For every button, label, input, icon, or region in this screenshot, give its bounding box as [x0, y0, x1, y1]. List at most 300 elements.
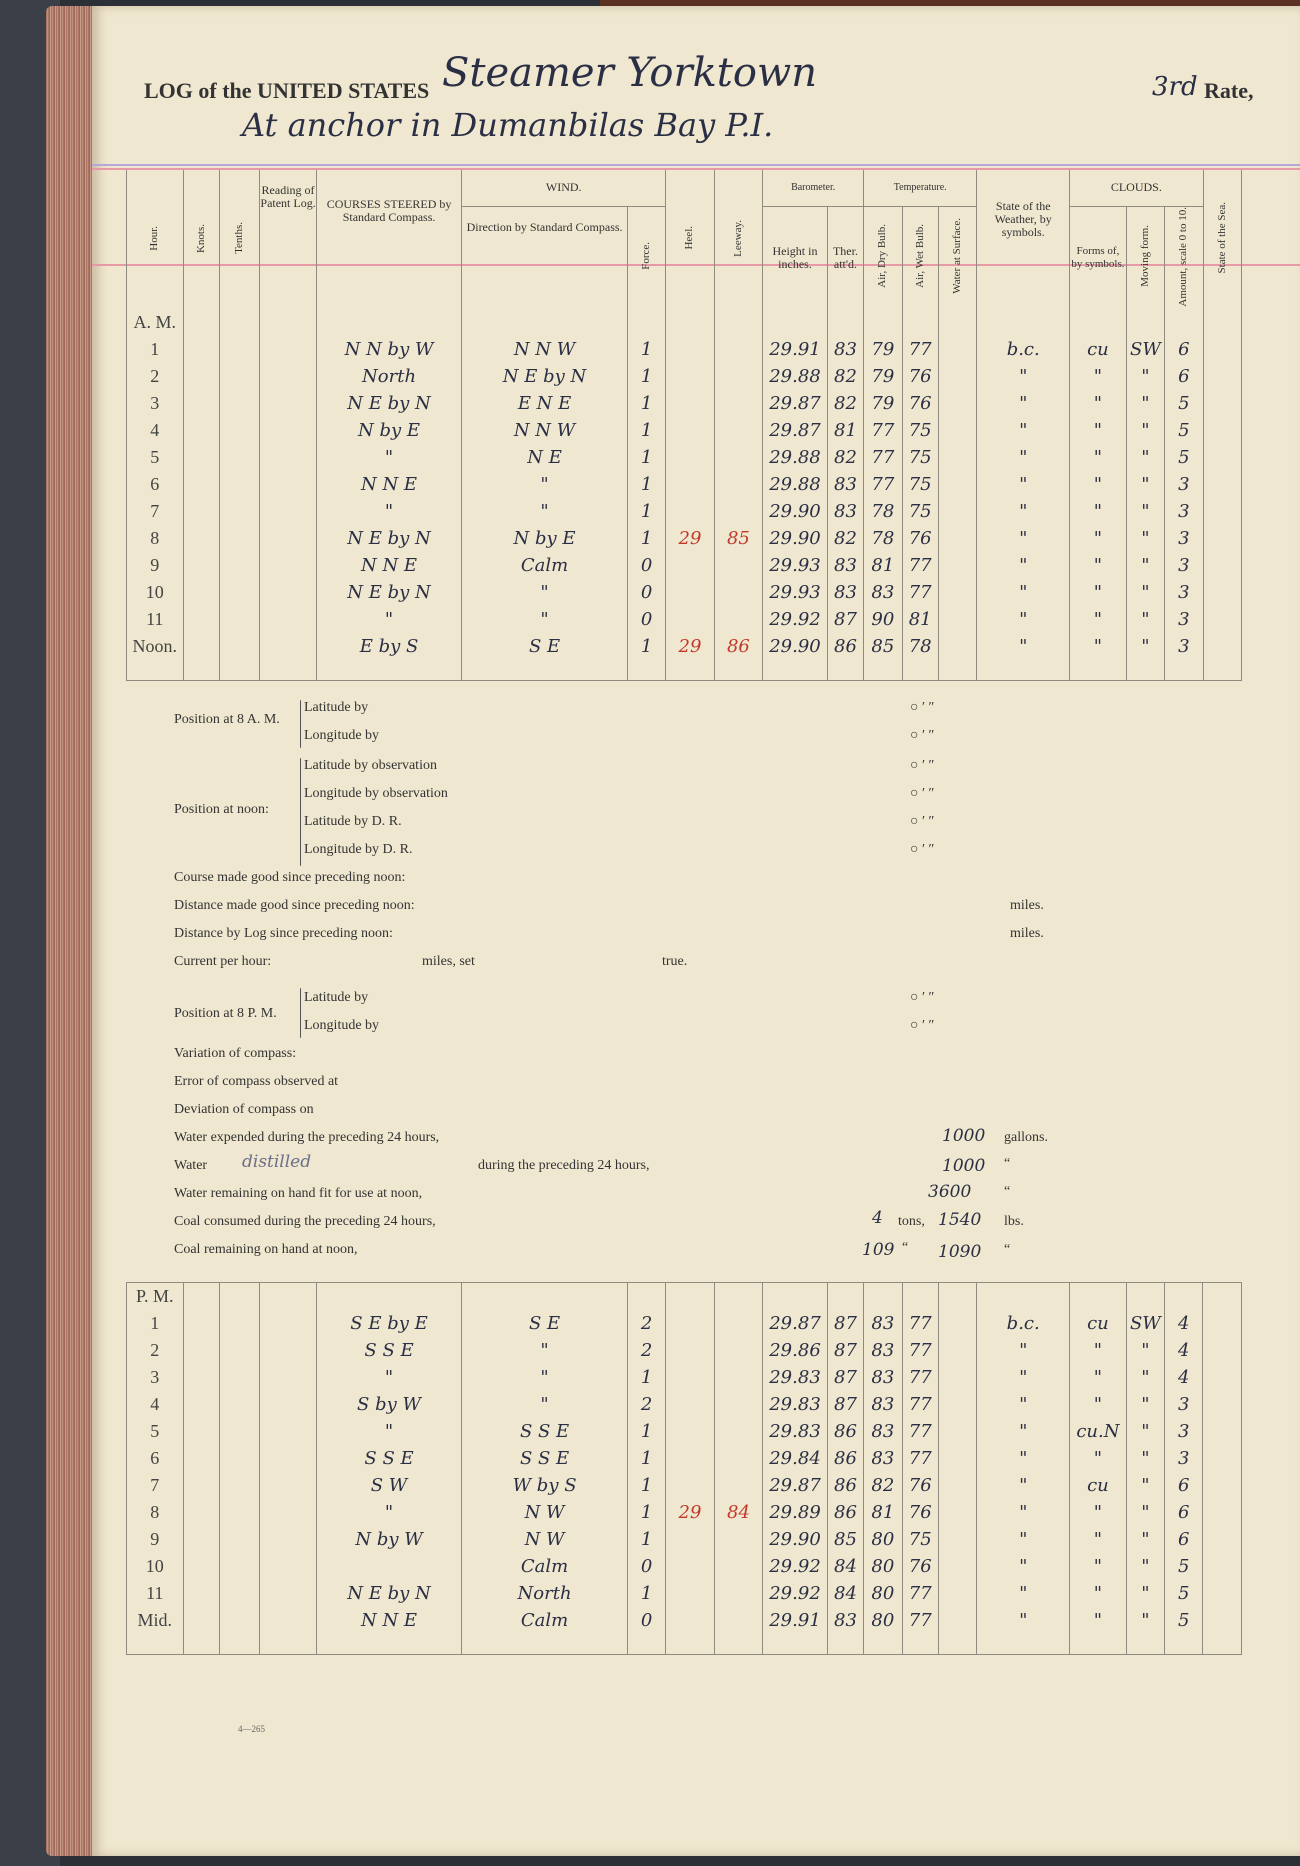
empty-cell	[183, 336, 219, 363]
leeway-cell	[714, 390, 762, 417]
deviation-label: Deviation of compass on	[174, 1102, 314, 1117]
dry-cell: 77	[864, 471, 902, 498]
forms-cell: "	[1070, 1445, 1127, 1472]
weather-cell: "	[977, 1364, 1070, 1391]
moving-cell: SW	[1126, 336, 1164, 363]
baro-cell: 29.93	[763, 579, 828, 606]
forms-cell: "	[1070, 552, 1127, 579]
heel-cell	[666, 498, 714, 525]
course-cell: N E by N	[316, 525, 461, 552]
heel-cell	[666, 579, 714, 606]
cell	[627, 309, 665, 336]
course-cell: N E by N	[316, 1580, 461, 1607]
empty-cell	[183, 1526, 219, 1553]
dry-cell: 90	[864, 606, 902, 633]
course-cell: North	[316, 363, 461, 390]
course-cell: "	[316, 1499, 461, 1526]
forms-cell: "	[1070, 606, 1127, 633]
pos-8pm-lat: Latitude by	[304, 990, 369, 1005]
wind-cell: "	[462, 1391, 628, 1418]
rate-label: Rate,	[1204, 78, 1254, 103]
pos-noon-lat-dr: Latitude by D. R.	[304, 814, 402, 829]
empty-cell	[260, 552, 317, 579]
wet-cell: 75	[902, 498, 938, 525]
leeway-cell: 85	[714, 525, 762, 552]
cell	[864, 309, 902, 336]
col-height: Height in inches.	[763, 206, 828, 309]
empty-cell	[183, 1445, 219, 1472]
baro-cell: 29.87	[763, 417, 828, 444]
hour-cell: 4	[127, 1391, 184, 1418]
cell	[666, 1283, 714, 1311]
force-cell: 1	[627, 525, 665, 552]
cell	[183, 660, 219, 681]
course-cell: N E by N	[316, 579, 461, 606]
empty-cell	[260, 1364, 317, 1391]
amount-cell: 6	[1165, 1499, 1203, 1526]
col-barometer: Barometer.	[763, 170, 864, 206]
amount-cell: 3	[1165, 1445, 1203, 1472]
am-period-label: A. M.	[127, 309, 184, 336]
course-cell: N N by W	[316, 336, 461, 363]
empty-cell	[260, 1337, 317, 1364]
amount-cell: 5	[1165, 1580, 1203, 1607]
cell	[627, 1634, 665, 1655]
leeway-cell	[714, 606, 762, 633]
forms-cell: "	[1070, 498, 1127, 525]
empty-cell	[1203, 498, 1242, 525]
empty-cell	[183, 417, 219, 444]
cell	[864, 660, 902, 681]
ther-cell: 87	[827, 606, 863, 633]
deg-noon-2: ○ ′ ″	[910, 786, 935, 801]
miles-1: miles.	[1010, 898, 1044, 913]
wet-cell: 76	[902, 525, 938, 552]
table-row	[127, 498, 1242, 525]
empty-cell	[938, 1391, 976, 1418]
coal-remaining-tons: 109	[862, 1240, 895, 1260]
cell	[627, 1283, 665, 1311]
cell	[763, 309, 828, 336]
leeway-cell	[714, 1337, 762, 1364]
empty-cell	[938, 1445, 976, 1472]
empty-cell	[183, 579, 219, 606]
forms-cell: "	[1070, 1364, 1127, 1391]
empty-cell	[183, 1472, 219, 1499]
cell	[666, 309, 714, 336]
brace-8am	[300, 700, 301, 748]
moving-cell: "	[1126, 363, 1164, 390]
am-log-table	[126, 170, 1242, 681]
wet-cell: 81	[902, 606, 938, 633]
col-wind-dir: Direction by Standard Compass.	[462, 206, 628, 309]
ther-cell: 83	[827, 498, 863, 525]
wind-cell: N E	[462, 444, 628, 471]
baro-cell: 29.90	[763, 633, 828, 660]
cell	[763, 1283, 828, 1311]
empty-cell	[938, 498, 976, 525]
pos-8pm-lon: Longitude by	[304, 1018, 380, 1033]
force-cell: 2	[627, 1391, 665, 1418]
forms-cell: "	[1070, 1553, 1127, 1580]
baro-cell: 29.92	[763, 1580, 828, 1607]
cell	[1165, 1283, 1203, 1311]
pos-noon-label: Position at noon:	[174, 802, 269, 817]
leeway-cell	[714, 552, 762, 579]
water-expended-label: Water expended during the preceding 24 hours,	[174, 1130, 440, 1145]
empty-cell	[938, 552, 976, 579]
empty-cell	[938, 633, 976, 660]
dry-cell: 79	[864, 336, 902, 363]
cell	[977, 1283, 1070, 1311]
empty-cell	[260, 417, 317, 444]
dry-cell: 83	[864, 579, 902, 606]
empty-cell	[183, 444, 219, 471]
col-air-wet: Air, Wet Bulb.	[913, 224, 926, 289]
table-row	[127, 1337, 1242, 1364]
weather-cell: "	[977, 1445, 1070, 1472]
col-forms: Forms of, by symbols.	[1070, 206, 1127, 309]
amount-cell: 4	[1165, 1364, 1203, 1391]
col-patent-log: Reading of Patent Log.	[260, 170, 317, 309]
moving-cell: "	[1126, 1553, 1164, 1580]
wet-cell: 77	[902, 1391, 938, 1418]
heel-cell: 29	[666, 633, 714, 660]
leeway-cell	[714, 1607, 762, 1634]
empty-cell	[219, 1391, 259, 1418]
dry-cell: 83	[864, 1337, 902, 1364]
heel-cell	[666, 1607, 714, 1634]
moving-cell: "	[1126, 1337, 1164, 1364]
deg-8pm-lon: ○ ′ ″	[910, 1018, 935, 1033]
course-cell	[316, 1553, 461, 1580]
ther-cell: 81	[827, 417, 863, 444]
empty-cell	[183, 1580, 219, 1607]
leeway-cell	[714, 471, 762, 498]
table-row	[127, 336, 1242, 363]
heel-cell	[666, 552, 714, 579]
empty-cell	[938, 579, 976, 606]
wind-cell: S E	[462, 1310, 628, 1337]
table-row	[127, 444, 1242, 471]
coal-consumed-tons: 4	[872, 1208, 883, 1228]
pos-8am-lon: Longitude by	[304, 728, 380, 743]
weather-cell: "	[977, 525, 1070, 552]
weather-cell: b.c.	[977, 1310, 1070, 1337]
empty-cell	[260, 363, 317, 390]
baro-cell: 29.92	[763, 606, 828, 633]
empty-cell	[938, 417, 976, 444]
forms-cell: cu	[1070, 336, 1127, 363]
cell	[1165, 1634, 1203, 1655]
moving-cell: "	[1126, 606, 1164, 633]
heel-cell	[666, 471, 714, 498]
baro-cell: 29.83	[763, 1418, 828, 1445]
empty-cell	[1203, 1472, 1242, 1499]
empty-cell	[260, 1391, 317, 1418]
moving-cell: "	[1126, 1580, 1164, 1607]
course-cell: S S E	[316, 1445, 461, 1472]
empty-cell	[260, 1607, 317, 1634]
heel-cell	[666, 1445, 714, 1472]
col-force: Force.	[640, 242, 653, 271]
dry-cell: 78	[864, 525, 902, 552]
cell	[827, 309, 863, 336]
course-cell: N N E	[316, 471, 461, 498]
empty-cell	[219, 552, 259, 579]
amount-cell: 5	[1165, 417, 1203, 444]
cell	[714, 1283, 762, 1311]
leeway-cell	[714, 1445, 762, 1472]
wind-cell: "	[462, 1337, 628, 1364]
hour-cell: 3	[127, 1364, 184, 1391]
baro-cell: 29.92	[763, 1553, 828, 1580]
forms-cell: "	[1070, 1580, 1127, 1607]
empty-cell	[260, 1499, 317, 1526]
coal-remaining-lbs: 1090	[938, 1242, 982, 1262]
true-label: true.	[662, 954, 688, 969]
leeway-cell	[714, 1472, 762, 1499]
cell	[1126, 660, 1164, 681]
col-leeway: Leeway.	[731, 219, 744, 257]
hour-cell: 8	[127, 1499, 184, 1526]
forms-cell: "	[1070, 444, 1127, 471]
wind-cell: Calm	[462, 1607, 628, 1634]
moving-cell: SW	[1126, 1310, 1164, 1337]
force-cell: 1	[627, 1499, 665, 1526]
table-row	[127, 1580, 1242, 1607]
forms-cell: cu	[1070, 1472, 1127, 1499]
moving-cell: "	[1126, 1391, 1164, 1418]
cell	[183, 1283, 219, 1311]
dry-cell: 81	[864, 552, 902, 579]
col-moving: Moving form.	[1138, 225, 1151, 288]
amount-cell: 3	[1165, 633, 1203, 660]
hour-cell: 6	[127, 471, 184, 498]
cell	[1203, 660, 1242, 681]
amount-cell: 3	[1165, 471, 1203, 498]
force-cell: 1	[627, 1418, 665, 1445]
pos-8am-lat: Latitude by	[304, 700, 369, 715]
empty-cell	[938, 525, 976, 552]
moving-cell: "	[1126, 633, 1164, 660]
cell	[1070, 1634, 1127, 1655]
course-cell: N N E	[316, 552, 461, 579]
table-row	[127, 1418, 1242, 1445]
cell	[714, 660, 762, 681]
moving-cell: "	[1126, 498, 1164, 525]
ther-cell: 82	[827, 444, 863, 471]
force-cell: 1	[627, 390, 665, 417]
cell	[763, 660, 828, 681]
empty-cell	[183, 1310, 219, 1337]
hour-cell: 2	[127, 1337, 184, 1364]
empty-cell	[938, 1526, 976, 1553]
empty-cell	[260, 336, 317, 363]
empty-cell	[260, 471, 317, 498]
amount-cell: 3	[1165, 552, 1203, 579]
wet-cell: 75	[902, 444, 938, 471]
heel-cell	[666, 390, 714, 417]
force-cell: 1	[627, 417, 665, 444]
wet-cell: 77	[902, 1337, 938, 1364]
hour-cell: 9	[127, 1526, 184, 1553]
cell	[627, 660, 665, 681]
wet-cell: 76	[902, 1472, 938, 1499]
force-cell: 0	[627, 552, 665, 579]
moving-cell: "	[1126, 1607, 1164, 1634]
baro-cell: 29.83	[763, 1391, 828, 1418]
col-knots: Knots.	[194, 223, 207, 253]
ther-cell: 86	[827, 1499, 863, 1526]
table-row	[127, 1364, 1242, 1391]
dry-cell: 80	[864, 1607, 902, 1634]
forms-cell: "	[1070, 633, 1127, 660]
empty-cell	[183, 1418, 219, 1445]
forms-cell: cu.N	[1070, 1418, 1127, 1445]
empty-cell	[219, 1364, 259, 1391]
ther-cell: 83	[827, 336, 863, 363]
leeway-cell: 84	[714, 1499, 762, 1526]
leeway-cell	[714, 1580, 762, 1607]
hour-cell: 1	[127, 336, 184, 363]
wet-cell: 76	[902, 1499, 938, 1526]
heel-cell: 29	[666, 525, 714, 552]
empty-cell	[938, 1310, 976, 1337]
wind-cell: S S E	[462, 1418, 628, 1445]
empty-cell	[219, 633, 259, 660]
weather-cell: "	[977, 363, 1070, 390]
heel-cell: 29	[666, 1499, 714, 1526]
miles-2: miles.	[1010, 926, 1044, 941]
water-remaining-label: Water remaining on hand fit for use at noon,	[174, 1186, 423, 1201]
empty-cell	[219, 1526, 259, 1553]
variation-label: Variation of compass:	[174, 1046, 297, 1061]
hour-cell: Noon.	[127, 633, 184, 660]
empty-cell	[938, 1418, 976, 1445]
baro-cell: 29.90	[763, 525, 828, 552]
empty-cell	[938, 1580, 976, 1607]
brace-8pm	[300, 988, 301, 1038]
col-sea: State of the Sea.	[1215, 202, 1228, 274]
wet-cell: 76	[902, 390, 938, 417]
amount-cell: 3	[1165, 606, 1203, 633]
weather-cell: "	[977, 1499, 1070, 1526]
empty-cell	[1203, 1445, 1242, 1472]
cell	[938, 660, 976, 681]
cell	[902, 1634, 938, 1655]
moving-cell: "	[1126, 1472, 1164, 1499]
ther-cell: 82	[827, 525, 863, 552]
dry-cell: 81	[864, 1499, 902, 1526]
col-temperature: Temperature.	[864, 170, 977, 206]
leeway-cell	[714, 444, 762, 471]
amount-cell: 6	[1165, 1472, 1203, 1499]
cell	[219, 1283, 259, 1311]
heel-cell	[666, 1310, 714, 1337]
empty-cell	[1203, 1499, 1242, 1526]
empty-cell	[219, 1418, 259, 1445]
cell	[1165, 309, 1203, 336]
rate-hand: 3rd	[1152, 72, 1198, 102]
cell	[1070, 1283, 1127, 1311]
ther-cell: 86	[827, 633, 863, 660]
weather-cell: "	[977, 390, 1070, 417]
cell	[938, 1283, 976, 1311]
empty-cell	[183, 606, 219, 633]
leeway-cell	[714, 498, 762, 525]
empty-cell	[219, 1607, 259, 1634]
forms-cell: "	[1070, 579, 1127, 606]
empty-cell	[1203, 471, 1242, 498]
table-row	[127, 1310, 1242, 1337]
amount-cell: 6	[1165, 1526, 1203, 1553]
empty-cell	[1203, 444, 1242, 471]
amount-cell: 3	[1165, 579, 1203, 606]
empty-cell	[183, 471, 219, 498]
wind-cell: S S E	[462, 1445, 628, 1472]
distance-by-log: Distance by Log since preceding noon:	[174, 926, 393, 941]
cell	[462, 1283, 628, 1311]
wind-cell: Calm	[462, 552, 628, 579]
force-cell: 2	[627, 1310, 665, 1337]
baro-cell: 29.88	[763, 363, 828, 390]
empty-cell	[260, 1418, 317, 1445]
heel-cell	[666, 1391, 714, 1418]
ther-cell: 82	[827, 363, 863, 390]
wind-cell: Calm	[462, 1553, 628, 1580]
col-air-dry: Air, Dry Bulb.	[876, 224, 889, 289]
cell	[127, 1634, 184, 1655]
weather-cell: "	[977, 552, 1070, 579]
empty-cell	[1203, 336, 1242, 363]
heel-cell	[666, 1337, 714, 1364]
table-row	[127, 363, 1242, 390]
empty-cell	[183, 525, 219, 552]
gallons-label: gallons.	[1004, 1130, 1048, 1145]
moving-cell: "	[1126, 390, 1164, 417]
wet-cell: 77	[902, 1364, 938, 1391]
empty-cell	[938, 363, 976, 390]
empty-cell	[260, 390, 317, 417]
empty-cell	[183, 552, 219, 579]
hour-cell: 3	[127, 390, 184, 417]
cell	[864, 1283, 902, 1311]
dry-cell: 78	[864, 498, 902, 525]
log-page	[92, 6, 1300, 1856]
empty-cell	[938, 1607, 976, 1634]
pos-noon-lat-obs: Latitude by observation	[304, 758, 437, 773]
cell	[827, 1634, 863, 1655]
cell	[1070, 309, 1127, 336]
cell	[260, 660, 317, 681]
cell	[316, 309, 461, 336]
pm-label-row	[127, 1283, 1242, 1311]
empty-cell	[219, 471, 259, 498]
amount-cell: 6	[1165, 363, 1203, 390]
heel-cell	[666, 417, 714, 444]
empty-cell	[219, 606, 259, 633]
table-row	[127, 633, 1242, 660]
force-cell: 0	[627, 1607, 665, 1634]
baro-cell: 29.84	[763, 1445, 828, 1472]
wet-cell: 75	[902, 1526, 938, 1553]
empty-cell	[1203, 552, 1242, 579]
weather-cell: "	[977, 579, 1070, 606]
moving-cell: "	[1126, 1445, 1164, 1472]
empty-cell	[260, 444, 317, 471]
table-row	[127, 1499, 1242, 1526]
